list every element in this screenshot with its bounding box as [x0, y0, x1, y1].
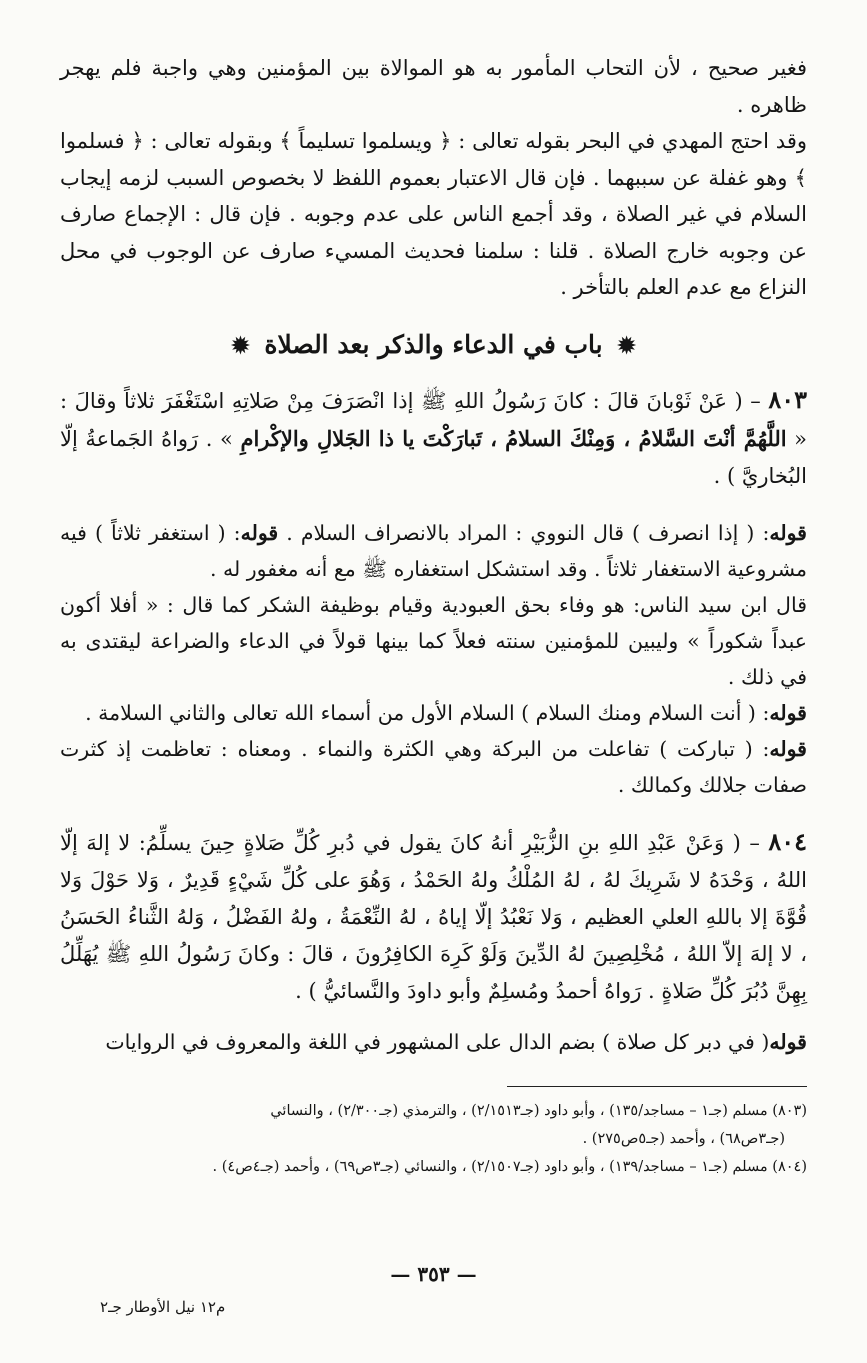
chapter-title: باب في الدعاء والذكر بعد الصلاة [264, 329, 603, 359]
commentary-label: قوله [769, 520, 807, 545]
intro-paragraph: وقد احتج المهدي في البحر بقوله تعالى : ﴿ ويسلموا تسليماً ﴾ وبقوله تعالى : ﴿ فسلموا ﴾ وهو غفلة عن سببهما . فإن قال الاعتبار بعموم اللفظ لا بخصوص السبب لزمه إيجاب السلام في غير الصلاة ، وقد أجمع الناس على عدم وجوبه . فإن قال : الإجماع صارف عن وجوبه خارج الصلاة . قلنا : سلمنا فحديث المسيء صارف عن الوجوب في محل النزاع مع عدم العلم بالتأخر . [60, 129, 807, 299]
commentary-804 [60, 1024, 807, 1060]
intro-line: فغير صحيح ، لأن التحاب المأمور به هو الموالاة بين المؤمنين وهي واجبة فلم يهجر ظاهره . [60, 56, 807, 117]
hadith-number: ٨٠٤ [768, 826, 807, 856]
bottom-signature: م١٢ نيل الأوطار جـ٢ [100, 1298, 226, 1316]
hadith-dua-text: اللَّهُمَّ أنْتَ السَّلامُ ، وَمِنْكَ السلامُ ، تَبارَكْتَ يا ذا الجَلالِ والإكْرامِ [240, 425, 787, 451]
commentary-label: قوله [769, 736, 807, 761]
hadith-number: ٨٠٣ [768, 384, 807, 414]
commentary-text: : ( إذا انصرف ) قال النووي : المراد بالانصراف السلام . [278, 520, 770, 545]
commentary-line [60, 587, 807, 695]
footnote-803-cont: (جـ٣ص٦٨) ، وأحمد (جـ٥ص٢٧٥) . [582, 1130, 785, 1147]
hadith-text: – ( وَعَنْ عَبْدِ اللهِ بنِ الزُّبَيْرِ أنهُ كانَ يقول في دُبرِ كُلِّ صَلاةٍ حِينَ يسلِّمُ: لا إلهَ إلّا اللهُ ، وَحْدَهُ لا شَرِيكَ لهُ ، لهُ المُلْكُ ولهُ الحَمْدُ ، وَهُوَ على كُلِّ شَيْءٍ قَدِيرٌ ، وَلا حَوْلَ وَلا قُوَّةَ إلا باللهِ العلي العظيم ، وَلا نَعْبُدُ إلّا إياهُ ، لهُ النِّعْمَةُ ، ولهُ الفَضْلُ ، وَلهُ الثَّناءُ الحَسَنُ ، لا إلهَ إلاّ اللهُ ، مُخْلِصِينَ لهُ الدِّينَ وَلَوْ كَرِهَ الكافِرُونَ ، قالَ : وكانَ رَسُولُ اللهِ ﷺ يُهَلِّلُ بِهِنَّ دُبُرَ كُلِّ صَلاةٍ . رَواهُ أحمدُ ومُسلِمٌ وأبو داودَ والنَّسائيُّ ) . [60, 830, 807, 1003]
commentary-803 [60, 515, 807, 803]
commentary-line [60, 515, 807, 587]
commentary-text: : ( تباركت ) تفاعلت من البركة وهي الكثرة والنماء . ومعناه : تعاظمت إذ كثرت صفات جلالك وكمالك . [60, 736, 807, 797]
heading-star-icon: ✹ [231, 332, 250, 359]
commentary-text: : ( أنت السلام ومنك السلام ) السلام الأول من أسماء الله تعالى والثاني السلامة . [85, 700, 770, 725]
commentary-label: قوله [769, 1029, 807, 1054]
footnote-803: (٨٠٣) مسلم (جـ١ – مساجد/١٣٥) ، وأبو داود (جـ٢/١٥١٣) ، والترمذي (جـ٢/٣٠٠) ، والنسائي [270, 1102, 807, 1119]
commentary-line [60, 695, 807, 731]
commentary-line [60, 731, 807, 803]
hadith-tail: » . رَواهُ الجَماعةُ إلّا البُخاريَّ ) . [60, 426, 807, 488]
commentary-label: قوله [240, 520, 279, 545]
hadith-text: – ( عَنْ ثَوْبانَ قالَ : كانَ رَسُولُ اللهِ ﷺ إذا انْصَرَفَ مِنْ صَلاتِهِ اسْتَغْفَرَ ثلاثاً وقالَ : « [60, 388, 807, 451]
commentary-label: قوله [769, 700, 807, 725]
heading-star-icon: ✹ [617, 332, 636, 359]
page-number: — ٣٥٣ — [390, 1262, 477, 1286]
commentary-text: ( في دبر كل صلاة ) بضم الدال على المشهور في اللغة والمعروف في الروايات [105, 1029, 770, 1054]
hadith-803 [60, 381, 807, 495]
commentary-text: : ( استغفر ثلاثاً ) فيه مشروعية الاستغفار ثلاثاً . وقد استشكل استغفاره ﷺ مع أنه مغفور له . [60, 520, 807, 581]
footnote-804: (٨٠٤) مسلم (جـ١ – مساجد/١٣٩) ، وأبو داود (جـ٢/١٥٠٧) ، والنسائي (جـ٣ص٦٩) ، وأحمد (جـ٤ص٤) . [212, 1158, 807, 1175]
chapter-heading [60, 330, 807, 359]
commentary-text: قال ابن سيد الناس: هو وفاء بحق العبودية وقيام بوظيفة الشكر كما قال : « أفلا أكون عبداً شكوراً » وليبين للمؤمنين سنته فعلاً كما بينها قولاً في الدعاء والضراعة ليقتدى به في ذلك . [60, 592, 807, 689]
intro-section [60, 50, 807, 306]
footnote-divider [507, 1086, 807, 1087]
hadith-804 [60, 823, 807, 1010]
footnotes [60, 1097, 807, 1181]
